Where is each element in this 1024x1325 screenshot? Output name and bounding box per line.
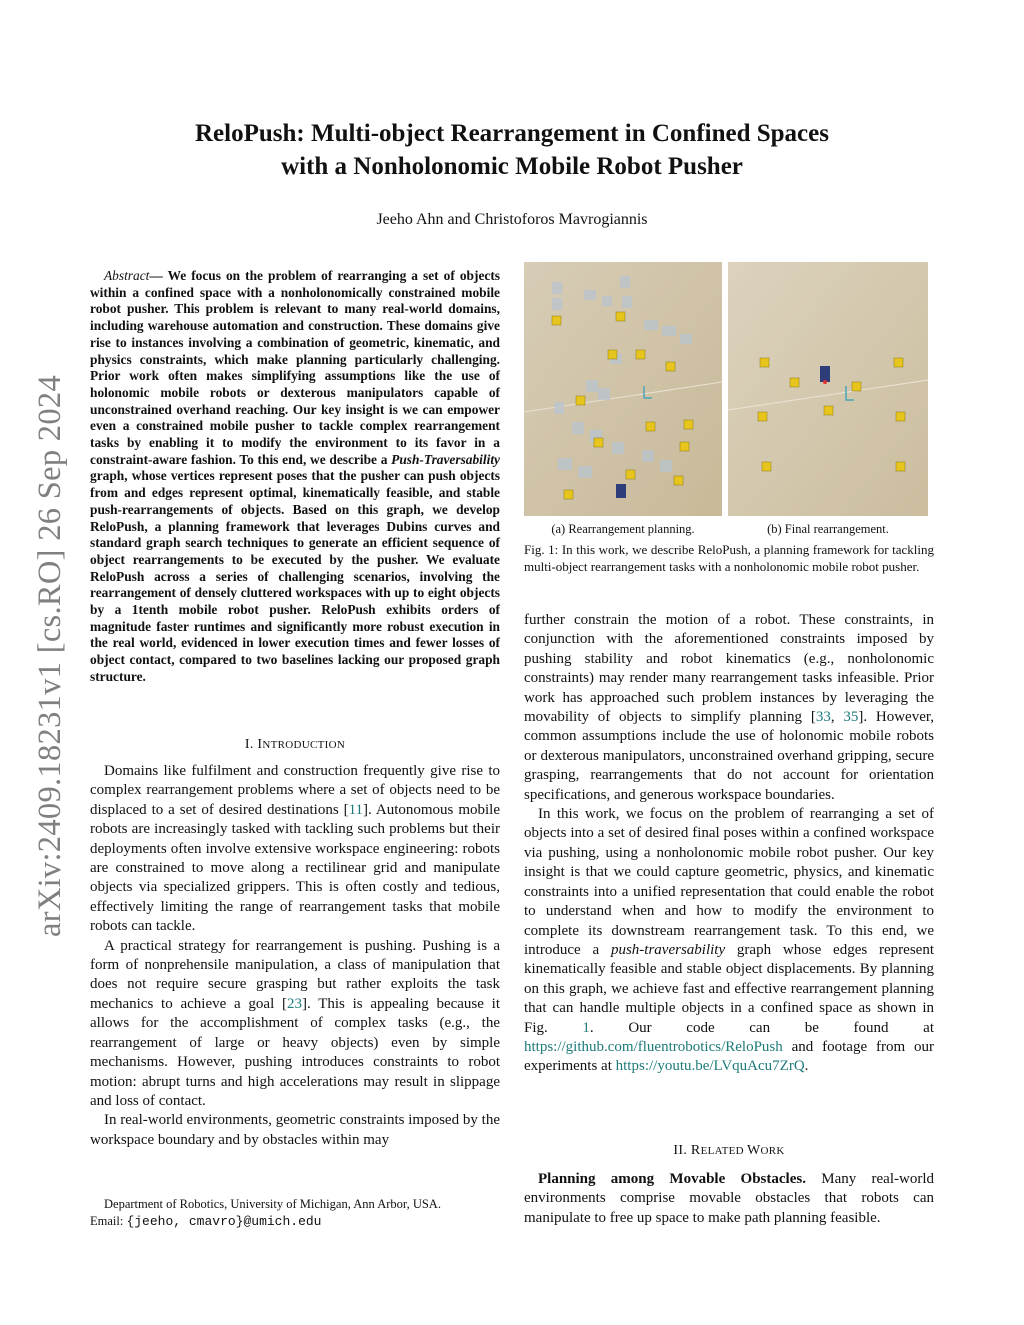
citation-link[interactable]: 33 xyxy=(815,709,831,726)
intro-paragraph-2: A practical strategy for rearrangement is pushing. Pushing is a form of nonprehensile manipulation, a class of manipulation that does not require secure grasping but rather exploits the task mechanics to achieve a goal [23]. This is appealing because it allows for the accomplishment of complex tasks (e.g., the rearrangement of large or heavy objects) even by simple mechanisms. However, pushing introduces constraints to robot motion: abrupt turns and high accelerations may result in slippage and loss of contact. xyxy=(90,937,501,1109)
authors: Jeeho Ahn and Christoforos Mavrogiannis xyxy=(376,211,648,228)
paper-title xyxy=(0,117,1024,183)
figure-1b-subcaption: (b) Final rearrangement. xyxy=(767,522,889,536)
figure-1a-image xyxy=(524,262,722,516)
affiliation-footnote: Department of Robotics, University of Michigan, Ann Arbor, USA. Email: {jeeho, cmavro}@umich.edu xyxy=(90,1197,441,1229)
section-introduction-heading: I. INTRODUCTION xyxy=(244,737,346,752)
abstract: Abstract— We focus on the problem of rearranging a set of objects within a confined space with a nonholonomically constrained mobile robot pusher. This problem is relevant to many real-world domains, including warehouse automation and construction. These domains give rise to instances involving a combination of geometric, kinematic, and physics constraints, which make planning particularly challenging. Prior work often makes simplifying assumptions like the use of holonomic mobile robots or dexterous manipulators capable of unconstrained overhand reaching. Our key insight is we can empower even a constrained mobile pusher to tackle complex rearrangement tasks by enabling it to modify the environment to its favor in a constraint-aware fashion. To this end, we describe a Push-Traversability graph, whose vertices represent poses that the pusher can push objects from and edges represent optimal, kinematically feasible, and stable push-rearrangements of objects. Based on this graph, we develop ReloPush, a planning framework that leverages Dubins curves and standard graph search techniques to generate an efficient sequence of object rearrangements to be executed by the pusher. We evaluate ReloPush across a series of challenging scenarios, involving the rearrangement of densely cluttered workspaces with up to eight objects by a 1tenth mobile robot pusher. ReloPush exhibits orders of magnitude faster runtimes and significantly more robust execution in the real world, evidenced in lower execution times and fewer losses of object contact, compared to two baselines lacking our proposed graph structure. xyxy=(90,268,501,684)
right-paragraph-2: In this work, we focus on the problem of rearranging a set of objects into a set of desired final poses within a confined workspace via pushing, using a nonholonomic mobile robot pusher. Our key insight is that we could capture geometric, physics, and kinematic constraints into a unified representation that could enable the robot to understand when and how to modify the environment to complete its downstream rearrangement task. To this end, we introduce a push-traversability graph whose edges represent kinematically feasible and stable object displacements. By planning on this graph, we achieve fast and effective rearrangement planning that can handle multiple objects in a confined space as shown in Fig. 1. Our code can be found at https://github.com/fluentrobotics/ReloPush and footage from our experiments at https://youtu.be/LVquAcu7ZrQ. xyxy=(524,806,935,1075)
title-line-1: ReloPush: Multi-object Rearrangement in Confined Spaces xyxy=(195,120,829,147)
citation-link[interactable]: 23 xyxy=(287,995,302,1012)
figure-1b-image xyxy=(728,262,928,516)
abstract-text-1: We focus on the problem of rearranging a set of objects within a confined space with a nonholonomically constrained mobile robot pusher. This problem is relevant to many real-world domains, including warehouse automation and construction. These domains give rise to instances involving a combination of geometric, kinematic, and physics constraints, which make planning particularly challenging. Prior work often makes simplifying assumptions like the use of holonomic mobile robots or dexterous manipulators capable of unconstrained overhand reaching. Our key insight is we can empower even a constrained mobile pusher to tackle complex rearrangement tasks by enabling it to modify the environment to its favor in a constraint-aware fashion. To this end, we describe a xyxy=(90,268,501,467)
introduction-body xyxy=(90,762,500,1150)
related-paragraph-1: Planning among Movable Obstacles. Many real-world environments comprise movable obstacles that robots can manipulate to free up space to make path planning feasible. xyxy=(524,1171,934,1226)
abstract-term: Push-Traversability xyxy=(391,451,500,467)
title-line-2: with a Nonholonomic Mobile Robot Pusher xyxy=(281,153,743,180)
section-related-work-heading: II. RELATED WORK xyxy=(673,1143,785,1158)
related-subheading: Planning among Movable Obstacles. xyxy=(538,1171,806,1187)
arxiv-stamp: arXiv:2409.18231v1 [cs.RO] 26 Sep 2024 xyxy=(32,374,68,938)
related-work-body xyxy=(524,1170,934,1228)
right-paragraph-1: further constrain the motion of a robot. These constraints, in conjunction with the aforementioned constraints imposed by pushing stability and robot kinematics (e.g., nonholonomic constraints) may render many rearrangement tasks infeasible. Prior work has approached such problem instances by leveraging the movability of objects to simplify planning [33, 35]. However, common assumptions include the use of holonomic mobile robots or dexterous manipulators, unconstrained overhand gripping, secure grasping, rearrangements that do not account for orientation specifications, and generous workspace boundaries. xyxy=(524,612,934,803)
intro-paragraph-1: Domains like fulfilment and construction frequently give rise to complex rearrangement problems where a set of objects need to be displaced to a set of desired destinations [11]. Autonomous mobile robots are increasingly tasked with tackling such problems but their deployments often involve extensive workspace engineering: robots are constrained to move along a rectilinear grid and manipulate objects via specialized grippers. This is often costly and tedious, effectively limiting the range of rearrangement tasks that mobile robots can tackle. xyxy=(90,763,500,935)
figure-1b-photo xyxy=(728,262,928,516)
right-column-body xyxy=(524,611,934,1077)
figure-1a-subcaption: (a) Rearrangement planning. xyxy=(551,522,695,536)
figure-reference-link[interactable]: 1 xyxy=(582,1019,590,1036)
figure-1-caption: Fig. 1: In this work, we describe ReloPush, a planning framework for tackling multi-object rearrangement tasks with a nonholonomic mobile robot pusher. xyxy=(524,542,934,574)
citation-link[interactable]: 11 xyxy=(348,801,364,818)
abstract-label: Abstract xyxy=(104,268,150,283)
abstract-text-2: graph, whose vertices represent poses that the pusher can push objects from and edges represent optimal, kinematically feasible, and stable push-rearrangements of objects. Based on this graph, we develop ReloPush, a planning framework that leverages Dubins curves and standard graph search techniques to generate an efficient sequence of object rearrangements to be executed by the pusher. We evaluate ReloPush across a series of challenging scenarios, involving the rearrangement of densely cluttered workspaces with up to eight objects by a 1tenth mobile robot pusher. ReloPush exhibits orders of magnitude faster runtimes and significantly more robust execution in the real world, evidenced in lower execution times and fewer losses of object contact, compared to two baselines lacking our proposed graph structure. xyxy=(90,468,500,684)
github-link[interactable]: https://github.com/fluentrobotics/ReloPush xyxy=(524,1038,783,1055)
email: {jeeho, cmavro}@umich.edu xyxy=(126,1214,322,1229)
youtube-link[interactable]: https://youtu.be/LVquAcu7ZrQ xyxy=(615,1058,805,1075)
citation-link[interactable]: 35 xyxy=(843,709,859,726)
intro-paragraph-3: In real-world environments, geometric constraints imposed by the workspace boundary and by obstacles within may xyxy=(90,1112,500,1148)
figure-1a-photo xyxy=(524,262,722,516)
